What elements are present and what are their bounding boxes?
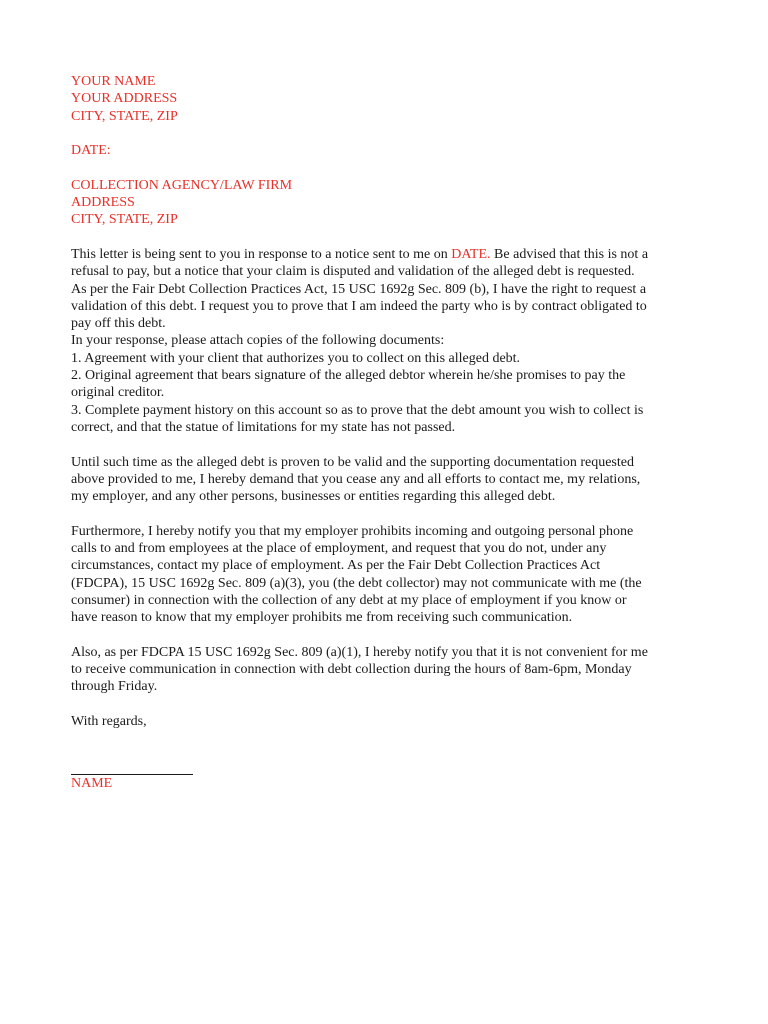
cease-contact-paragraph — [71, 454, 698, 506]
paragraph-line: calls to and from employees at the place of employment, and request that you do not, under any — [71, 541, 607, 557]
paragraph-line: Furthermore, I hereby notify you that my employer prohibits incoming and outgoing personal phone — [71, 523, 634, 539]
hours-notice-paragraph — [71, 644, 698, 696]
paragraph-line: through Friday. — [71, 679, 158, 695]
recipient-address: ADDRESS — [71, 195, 135, 211]
recipient-name: COLLECTION AGENCY/LAW FIRM — [71, 177, 293, 193]
signature-name: NAME — [71, 776, 113, 792]
paragraph-line: above provided to me, I hereby demand that you cease any and all efforts to contact me, my relations, — [71, 471, 641, 487]
intro-line-1-after: Be advised that this is not a — [490, 246, 649, 262]
sender-city-state-zip: CITY, STATE, ZIP — [71, 108, 178, 124]
intro-line-1-before: This letter is being sent to you in response to a notice sent to me on — [71, 246, 452, 262]
recipient-city-state-zip: CITY, STATE, ZIP — [71, 212, 178, 228]
paragraph-line: Also, as per FDCPA 15 USC 1692g Sec. 809 (a)(1), I hereby notify you that it is not convenient for me — [71, 644, 648, 660]
document-list-item-1: 1. Agreement with your client that authorizes you to collect on this alleged debt. — [71, 350, 521, 366]
paragraph-line: Until such time as the alleged debt is proven to be valid and the supporting documentation requested — [71, 454, 634, 470]
paragraph-line: (FDCPA), 15 USC 1692g Sec. 809 (a)(3), you (the debt collector) may not communicate with me (the — [71, 575, 642, 591]
intro-date-placeholder: DATE. — [451, 246, 491, 262]
paragraph-line: consumer) in connection with the collection of any debt at my place of employment if you know or — [71, 592, 627, 608]
sender-address: YOUR ADDRESS — [71, 91, 178, 107]
closing-salutation: With regards, — [71, 713, 147, 729]
document-list-item-3-cont: correct, and that the statue of limitations for my state has not passed. — [71, 419, 456, 435]
sender-block — [71, 73, 698, 125]
intro-paragraph — [71, 246, 698, 436]
recipient-block — [71, 177, 698, 229]
document-list-item-2-cont: original creditor. — [71, 385, 165, 401]
intro-line: In your response, please attach copies of the following documents: — [71, 333, 445, 349]
intro-line: refusal to pay, but a notice that your claim is disputed and validation of the alleged debt is requested. — [71, 264, 635, 280]
document-list-item-3: 3. Complete payment history on this account so as to prove that the debt amount you wish to collect is — [71, 402, 644, 418]
letter-body — [71, 73, 698, 793]
intro-line: As per the Fair Debt Collection Practices Act, 15 USC 1692g Sec. 809 (b), I have the right to request a — [71, 281, 647, 297]
intro-line-1 — [71, 246, 698, 263]
paragraph-line: have reason to know that my employer prohibits me from receiving such communication. — [71, 610, 573, 626]
date-label: DATE: — [71, 143, 111, 159]
document-list-item-2: 2. Original agreement that bears signature of the alleged debtor wherein he/she promises to pay the — [71, 368, 626, 384]
intro-line: pay off this debt. — [71, 316, 166, 332]
paragraph-line: circumstances, contact my place of employment. As per the Fair Debt Collection Practices Act — [71, 558, 601, 574]
employer-notice-paragraph — [71, 523, 698, 627]
intro-line: validation of this debt. I request you to prove that I am indeed the party who is by contract obligated to — [71, 298, 647, 314]
sender-name: YOUR NAME — [71, 74, 156, 89]
paragraph-line: to receive communication in connection with debt collection during the hours of 8am-6pm, Monday — [71, 662, 632, 678]
paragraph-line: my employer, and any other persons, businesses or entities regarding this alleged debt. — [71, 489, 556, 505]
